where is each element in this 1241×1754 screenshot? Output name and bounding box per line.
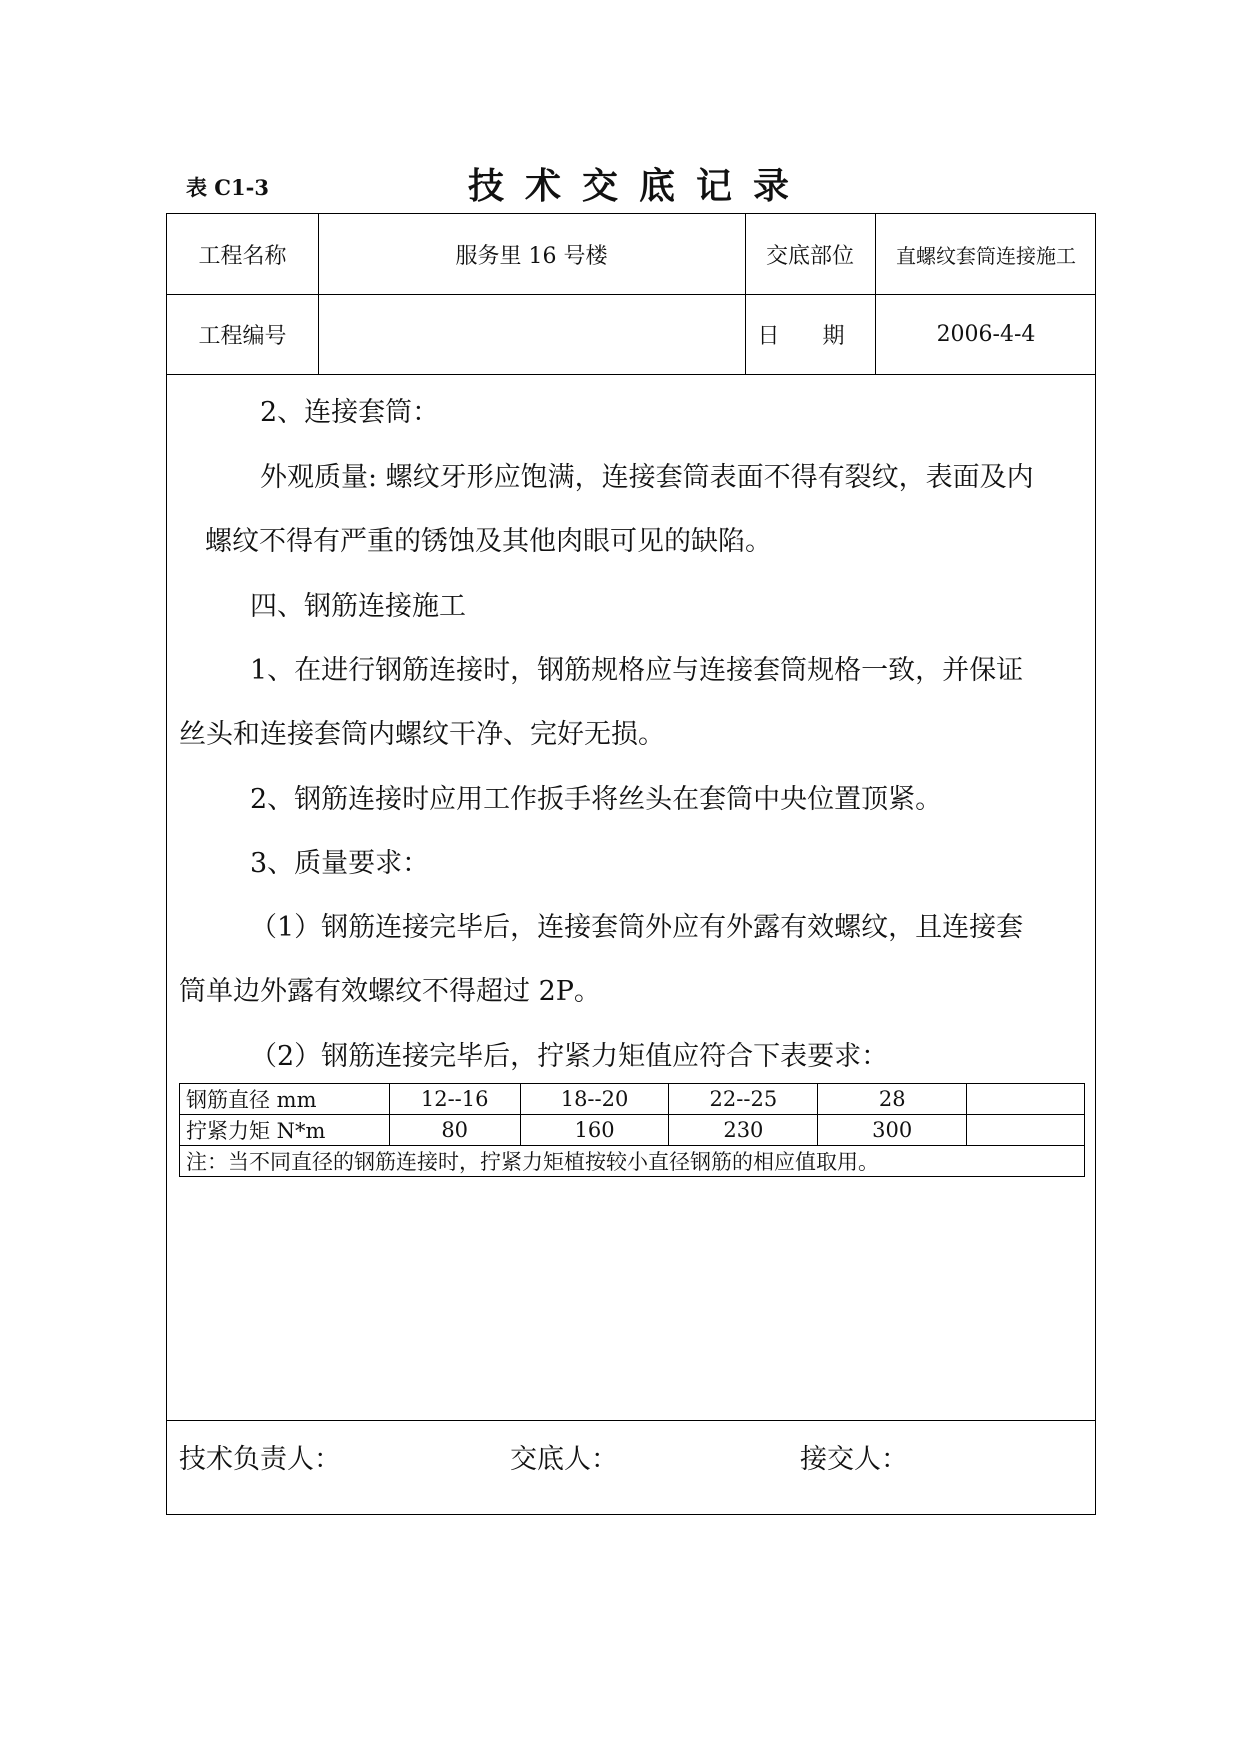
page-title: 技术交底记录 [468, 165, 811, 207]
paragraph-line: 1、在进行钢筋连接时，钢筋规格应与连接套筒规格一致，并保证 [250, 655, 1024, 686]
paragraph-line: （1）钢筋连接完毕后，连接套筒外应有外露有效螺纹，且连接套 [250, 912, 1024, 943]
project-no-label: 工程编号 [198, 323, 287, 349]
location-value: 直螺纹套筒连接施工 [896, 243, 1076, 268]
table-cell: 拧紧力矩 N*m [180, 1115, 390, 1146]
table-row [180, 1115, 1085, 1146]
table-row [180, 1084, 1085, 1115]
table-cell: 300 [818, 1115, 967, 1146]
signature-divider [167, 1420, 1095, 1421]
section-heading: 2、连接套筒： [260, 397, 440, 428]
torque-table [179, 1083, 1085, 1177]
table-cell: 钢筋直径 mm [180, 1084, 390, 1115]
section-heading: 四、钢筋连接施工 [250, 591, 466, 622]
table-cell: 80 [389, 1115, 520, 1146]
section-heading: 3、质量要求： [250, 848, 430, 879]
table-cell: 22--25 [669, 1084, 818, 1115]
table-cell: 160 [520, 1115, 669, 1146]
tech-lead-signature-label: 技术负责人： [179, 1444, 341, 1475]
table-cell [967, 1115, 1085, 1146]
project-no-value [318, 294, 745, 374]
receiver-signature-label: 接交人： [800, 1444, 908, 1475]
presenter-signature-label: 交底人： [510, 1444, 618, 1475]
location-label: 交底部位 [765, 243, 854, 269]
paragraph-line: 筒单边外露有效螺纹不得超过 2P。 [179, 976, 601, 1007]
table-cell: 28 [818, 1084, 967, 1115]
paragraph-line: 2、钢筋连接时应用工作扳手将丝头在套筒中央位置顶紧。 [250, 784, 943, 815]
paragraph-line: （2）钢筋连接完毕后，拧紧力矩值应符合下表要求： [250, 1041, 889, 1072]
project-name-value: 服务里 16 号楼 [455, 243, 608, 269]
table-cell: 18--20 [520, 1084, 669, 1115]
date-label: 日 期 [757, 323, 863, 349]
paragraph-line: 外观质量: 螺纹牙形应饱满，连接套筒表面不得有裂纹，表面及内 [260, 462, 1034, 493]
paragraph-line: 螺纹不得有严重的锈蚀及其他肉眼可见的缺陷。 [205, 526, 772, 557]
form-number: 表 C1-3 [186, 175, 269, 200]
table-cell: 230 [669, 1115, 818, 1146]
table-cell [967, 1084, 1085, 1115]
header-bottom-line [167, 374, 1095, 375]
table-cell: 12--16 [389, 1084, 520, 1115]
project-name-label: 工程名称 [198, 243, 287, 269]
table-row [180, 1146, 1085, 1177]
table-note: 注：当不同直径的钢筋连接时，拧紧力矩植按较小直径钢筋的相应值取用。 [180, 1146, 1085, 1177]
paragraph-line: 丝头和连接套筒内螺纹干净、完好无损。 [179, 719, 665, 750]
date-value: 2006-4-4 [936, 321, 1036, 347]
